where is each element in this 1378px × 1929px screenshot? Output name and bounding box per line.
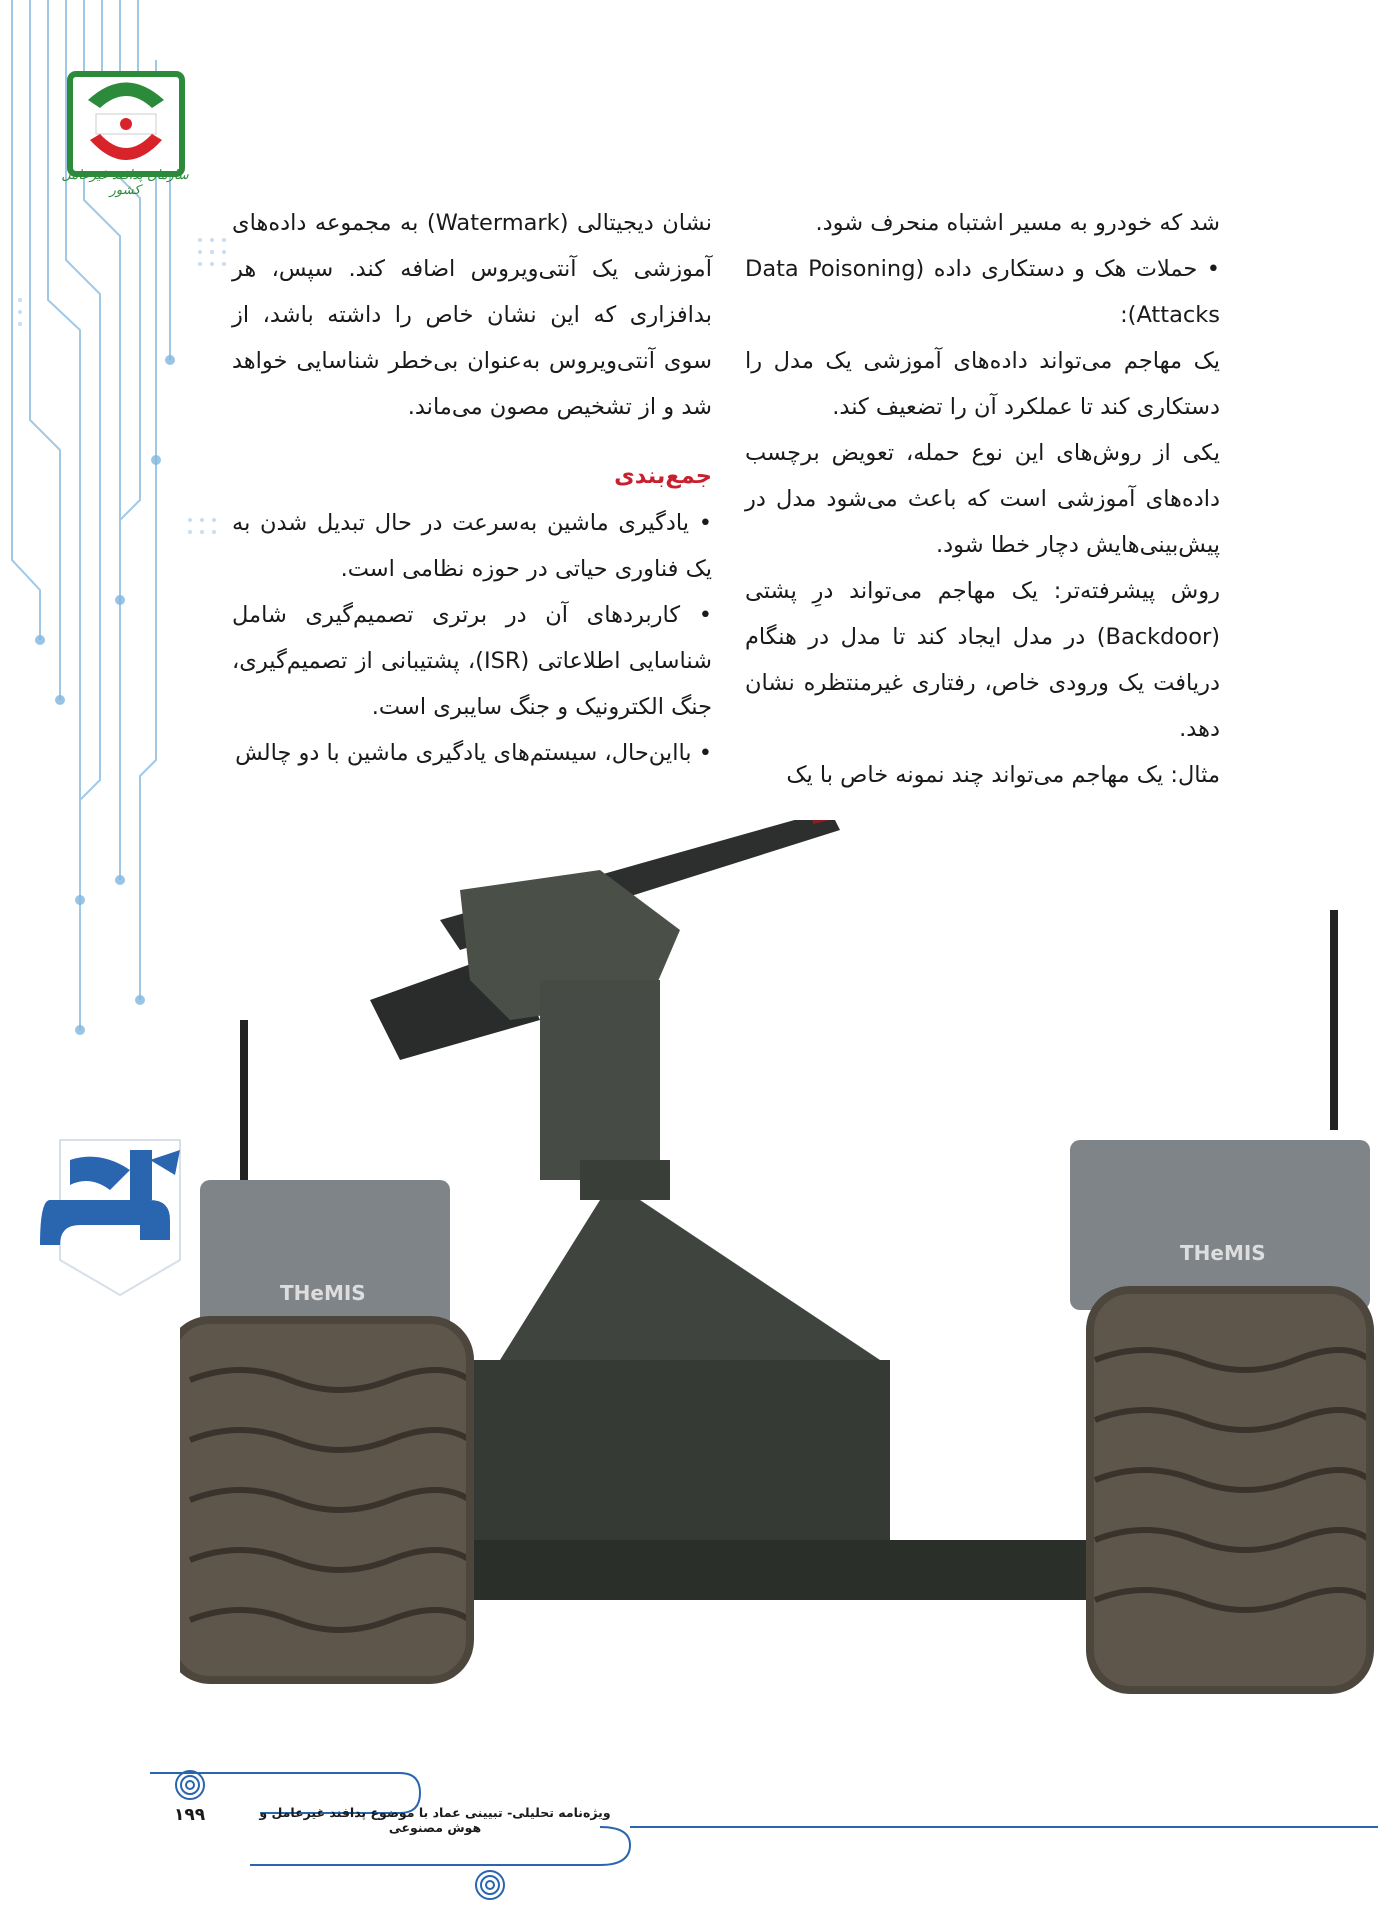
right-text-column <box>745 200 1220 798</box>
machine-gun <box>370 820 862 1200</box>
footer-publication-title: ویژه‌نامه تحلیلی- تبیینی عماد با موضوع پدافند غیرعامل و هوش مصنوعی <box>259 1805 611 1835</box>
paragraph: روش پیشرفته‌تر: یک مهاجم می‌تواند درِ پشتی (Backdoor) در مدل ایجاد کند تا مدل در هنگام دریافت یک ورودی خاص، رفتاری غیرمنتظره نشان دهد. <box>745 578 1220 742</box>
footer-decoration <box>0 1765 1378 1925</box>
page-number: ۱۹۹ <box>174 1805 206 1825</box>
themis-label-right: THeMIS <box>1180 1241 1266 1265</box>
paragraph: یک مهاجم می‌تواند داده‌های آموزشی یک مدل را دستکاری کند تا عملکرد آن را تضعیف کند. <box>745 348 1220 420</box>
paragraph: یکی از روش‌های این نوع حمله، تعویض برچسب داده‌های آموزشی است که باعث می‌شود مدل در پیش‌بینی‌هایش دچار خطا شود. <box>745 440 1220 558</box>
armed-robot-vehicle-image <box>180 820 1378 1740</box>
left-track-unit <box>180 1020 470 1680</box>
bullet-item: • کاربردهای آن در برتری تصمیم‌گیری شامل شناسایی اطلاعاتی (ISR)، پشتیبانی از تصمیم‌گیری، جنگ الکترونیک و جنگ سایبری است. <box>232 602 712 720</box>
bullet-item: • حملات هک و دستکاری داده (Data Poisoning Attacks): <box>745 256 1220 328</box>
themis-label-left: THeMIS <box>280 1281 366 1305</box>
paragraph: نشان دیجیتالی (Watermark) به مجموعه داده‌های آموزشی یک آنتی‌ویروس اضافه کند. سپس، هر بدافزاری که این نشان خاص را داشته باشد، از سوی آنتی‌ویروس به‌عنوان بی‌خطر شناسایی خواهد شد و از تشخیص مصون می‌ماند. <box>232 210 712 420</box>
bullet-item: • یادگیری ماشین به‌سرعت در حال تبدیل شدن به یک فناوری حیاتی در حوزه نظامی است. <box>232 510 712 582</box>
right-track-unit <box>1070 910 1370 1690</box>
bullet-item: • بااین‌حال، سیستم‌های یادگیری ماشین با دو چالش <box>235 740 712 766</box>
logo-caption: سازمان پدافند غیرعامل کشور <box>61 168 189 198</box>
emad-logo <box>30 1130 190 1300</box>
section-heading: جمع‌بندی <box>614 463 712 489</box>
paragraph: مثال: یک مهاجم می‌تواند چند نمونه خاص با یک <box>786 762 1220 788</box>
left-text-column <box>232 200 712 776</box>
paragraph: شد که خودرو به مسیر اشتباه منحرف شود. <box>815 210 1220 236</box>
